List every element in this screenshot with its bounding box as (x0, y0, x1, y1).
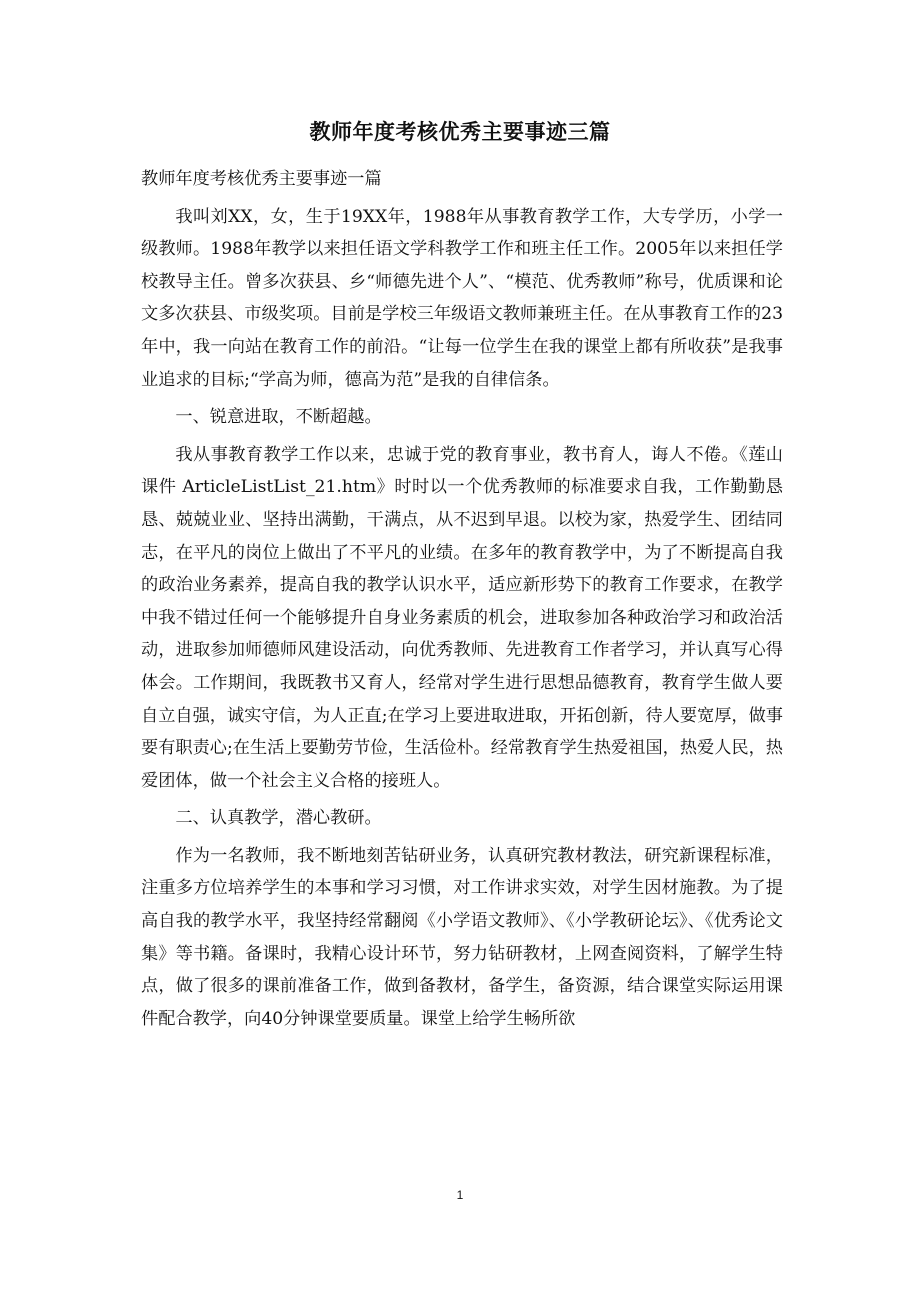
document-title: 教师年度考核优秀主要事迹三篇 (309, 119, 611, 144)
paragraph-section-2: 作为一名教师，我不断地刻苦钻研业务，认真研究教材教法，研究新课程标准，注重多方位培养学生的本事和学习习惯，对工作讲求实效，对学生因材施教。为了提高自我的教学水平，我坚持经常翻阅《小学语文教师》、《小学教研论坛》、《优秀论文集》等书籍。备课时，我精心设计环节，努力钻研教材，上网查阅资料，了解学生特点，做了很多的课前准备工作，做到备教材，备学生，备资源，结合课堂实际运用课件配合教学，向40分钟课堂要质量。课堂上给学生畅所欲 (141, 845, 783, 1029)
section-heading-2: 二、认真教学，潜心教研。 (175, 808, 382, 829)
paragraph-section-1: 我从事教育教学工作以来，忠诚于党的教育事业，教书育人，诲人不倦。《莲山课件 ArticleListList_21.htm》时时以一个优秀教师的标准要求自我，工作勤勤恳恳、兢兢业业、坚持出满勤，干满点，从不迟到早退。以校为家，热爱学生、团结同志，在平凡的岗位上做出了不平凡的业绩。在多年的教育教学中，为了不断提高自我的政治业务素养，提高自我的教学认识水平，适应新形势下的教育工作要求，在教学中我不错过任何一个能够提升自身业务素质的机会，进取参加各种政治学习和政治活动，进取参加师德师风建设活动，向优秀教师、先进教育工作者学习，并认真写心得体会。工作期间，我既教书又育人，经常对学生进行思想品德教育，教育学生做人要自立自强，诚实守信，为人正直;在学习上要进取进取，开拓创新，待人要宽厚，做事要有职责心;在生活上要勤劳节俭，生活俭朴。经常教育学生热爱祖国，热爱人民，热爱团体，做一个社会主义合格的接班人。 (141, 444, 783, 791)
section-heading-1: 一、锐意进取，不断超越。 (175, 407, 382, 428)
section-subtitle: 教师年度考核优秀主要事迹一篇 (141, 169, 382, 189)
document-body (141, 163, 783, 1035)
page-number: 1 (456, 1188, 464, 1202)
paragraph-intro: 我叫刘XX，女，生于19XX年，1988年从事教育教学工作，大专学历，小学一级教师。1988年教学以来担任语文学科教学工作和班主任工作。2005年以来担任学校教导主任。曾多次获县、乡“师德先进个人”、“模范、优秀教师”称号，优质课和论文多次获县、市级奖项。目前是学校三年级语文教师兼班主任。在从事教育工作的23年中，我一向站在教育工作的前沿。“让每一位学生在我的课堂上都有所收获”是我事业追求的目标;“学高为师，德高为范”是我的自律信条。 (141, 206, 783, 390)
